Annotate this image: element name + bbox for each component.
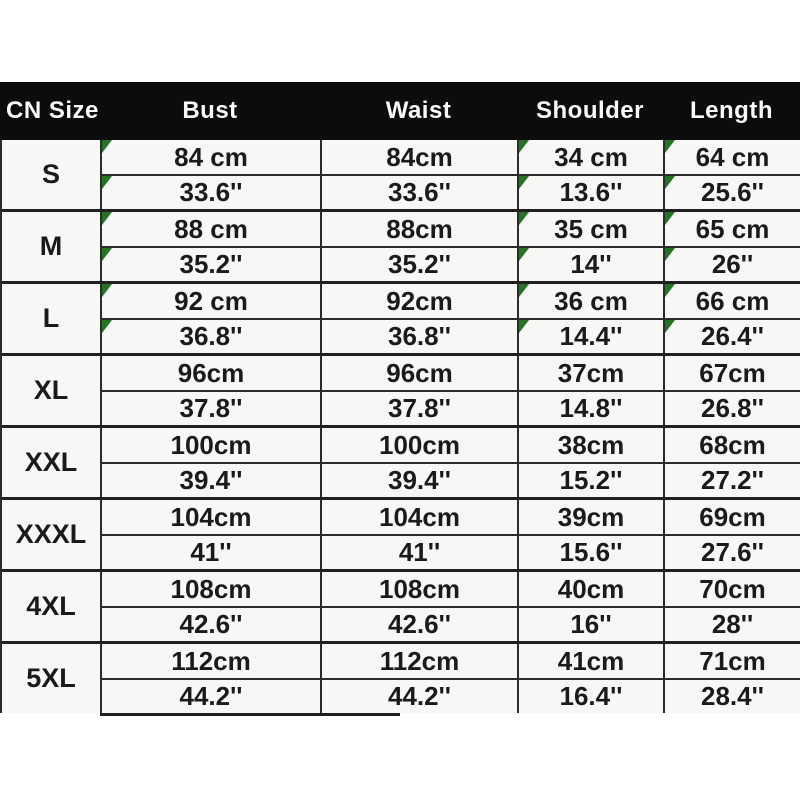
cell-value: 96cm	[177, 357, 245, 388]
cell-value: 41''	[190, 537, 232, 567]
waist-inch-cell	[320, 536, 517, 569]
cell-value: 41''	[398, 537, 441, 567]
cell-value: 14.8''	[559, 393, 623, 423]
cell-value: 26.4''	[701, 321, 764, 351]
length-inch-cell	[663, 536, 800, 569]
cell-value: 68cm	[699, 429, 766, 460]
comment-marker-icon	[519, 176, 529, 189]
cell-value: 14.4''	[559, 321, 623, 351]
cell-value: 36 cm	[554, 285, 628, 316]
comment-marker-icon	[665, 212, 675, 225]
waist-inch-cell	[320, 680, 517, 713]
comment-marker-icon	[102, 176, 112, 189]
bust-cm-cell	[100, 644, 320, 680]
cell-value: 100cm	[379, 429, 460, 460]
cell-value: 96cm	[386, 357, 453, 388]
bust-cm-cell	[100, 356, 320, 392]
cell-value: 37.8''	[388, 393, 451, 423]
cell-value: 104cm	[170, 501, 252, 532]
shoulder-cm-cell	[517, 284, 663, 320]
header-waist: Waist	[385, 97, 452, 124]
cell-value: 27.2''	[701, 465, 764, 495]
cell-value: 84cm	[386, 141, 453, 172]
size-label: L	[42, 303, 60, 333]
cell-value: 16''	[570, 609, 612, 639]
comment-marker-icon	[665, 284, 675, 297]
cell-value: 14''	[570, 249, 612, 279]
cell-value: 33.6''	[179, 177, 243, 207]
cell-value: 100cm	[170, 429, 252, 460]
cell-value: 16.4''	[559, 681, 623, 711]
size-row-l	[2, 284, 800, 356]
cell-value: 84 cm	[174, 141, 248, 172]
waist-cm-cell	[320, 284, 517, 320]
shoulder-cm-cell	[517, 356, 663, 392]
waist-inch-cell	[320, 464, 517, 497]
cell-value: 64 cm	[695, 141, 770, 172]
cell-value: 104cm	[379, 501, 460, 532]
length-inch-cell	[663, 608, 800, 641]
size-row-m	[2, 212, 800, 284]
header-cn-size: CN Size	[6, 97, 99, 124]
waist-cm-cell	[320, 428, 517, 464]
bust-cm-cell	[100, 500, 320, 536]
size-label: M	[39, 231, 63, 261]
comment-marker-icon	[519, 248, 529, 261]
cell-value: 15.2''	[559, 465, 623, 495]
cell-value: 108cm	[170, 573, 252, 604]
waist-cm-cell	[320, 572, 517, 608]
shoulder-cm-cell	[517, 572, 663, 608]
shoulder-cm-cell	[517, 428, 663, 464]
waist-inch-cell	[320, 608, 517, 641]
length-cm-cell	[663, 140, 800, 176]
waist-inch-cell	[320, 176, 517, 209]
cell-value: 26''	[711, 249, 754, 279]
comment-marker-icon	[519, 320, 529, 333]
bust-cm-cell	[100, 572, 320, 608]
waist-cm-cell	[320, 356, 517, 392]
waist-inch-cell	[320, 392, 517, 425]
cell-value: 44.2''	[179, 681, 243, 711]
cell-value: 37.8''	[179, 393, 243, 423]
bust-inch-cell	[100, 320, 320, 353]
bust-inch-cell	[100, 392, 320, 425]
cell-value: 34 cm	[554, 141, 628, 172]
bust-inch-cell	[100, 680, 320, 713]
size-row-4xl	[2, 572, 800, 644]
shoulder-inch-cell	[517, 392, 663, 425]
cell-value: 37cm	[557, 357, 625, 388]
shoulder-cm-cell	[517, 500, 663, 536]
cell-value: 70cm	[699, 573, 766, 604]
comment-marker-icon	[102, 248, 112, 261]
length-cm-cell	[663, 428, 800, 464]
length-inch-cell	[663, 680, 800, 713]
shoulder-inch-cell	[517, 536, 663, 569]
length-cm-cell	[663, 572, 800, 608]
cell-value: 39cm	[557, 501, 625, 532]
length-inch-cell	[663, 176, 800, 209]
length-inch-cell	[663, 320, 800, 353]
comment-marker-icon	[519, 284, 529, 297]
cell-value: 39.4''	[388, 465, 451, 495]
length-inch-cell	[663, 248, 800, 281]
waist-cm-cell	[320, 140, 517, 176]
size-row-xl	[2, 356, 800, 428]
shoulder-cm-cell	[517, 140, 663, 176]
size-label: XXL	[24, 447, 78, 477]
shoulder-inch-cell	[517, 176, 663, 209]
comment-marker-icon	[102, 212, 112, 225]
comment-marker-icon	[519, 212, 529, 225]
comment-marker-icon	[102, 140, 112, 153]
shoulder-inch-cell	[517, 320, 663, 353]
length-cm-cell	[663, 356, 800, 392]
cell-value: 65 cm	[695, 213, 770, 244]
waist-cm-cell	[320, 500, 517, 536]
header-length: Length	[690, 97, 773, 124]
size-label: S	[41, 159, 60, 189]
size-row-s	[2, 140, 800, 212]
cell-value: 35 cm	[554, 213, 628, 244]
cell-value: 25.6''	[701, 177, 764, 207]
length-inch-cell	[663, 464, 800, 497]
bust-cm-cell	[100, 428, 320, 464]
size-label: 5XL	[26, 663, 76, 693]
table-header-row	[0, 82, 800, 140]
cell-value: 44.2''	[388, 681, 451, 711]
cell-value: 108cm	[379, 573, 460, 604]
cell-value: 112cm	[171, 645, 251, 676]
bust-cm-cell	[100, 284, 320, 320]
length-cm-cell	[663, 212, 800, 248]
cell-value: 71cm	[699, 645, 766, 676]
header-bust: Bust	[182, 97, 238, 124]
cell-value: 15.6''	[559, 537, 623, 567]
shoulder-cm-cell	[517, 212, 663, 248]
cell-value: 13.6''	[559, 177, 623, 207]
cell-value: 66 cm	[695, 285, 770, 316]
size-label: XL	[33, 375, 69, 405]
waist-inch-cell	[320, 248, 517, 281]
cell-value: 38cm	[557, 429, 625, 460]
bust-inch-cell	[100, 248, 320, 281]
size-table-body	[0, 140, 800, 713]
cell-value: 42.6''	[388, 609, 451, 639]
cell-value: 36.8''	[179, 321, 243, 351]
comment-marker-icon	[665, 140, 675, 153]
cell-value: 27.6''	[701, 537, 764, 567]
cell-value: 28.4''	[701, 681, 764, 711]
bust-inch-cell	[100, 608, 320, 641]
shoulder-inch-cell	[517, 680, 663, 713]
waist-cm-cell	[320, 212, 517, 248]
comment-marker-icon	[102, 284, 112, 297]
cell-value: 33.6''	[388, 177, 451, 207]
comment-marker-icon	[665, 248, 675, 261]
header-shoulder: Shoulder	[535, 97, 644, 124]
cell-value: 36.8''	[388, 321, 451, 351]
waist-inch-cell	[320, 320, 517, 353]
cell-value: 28''	[711, 609, 754, 639]
length-inch-cell	[663, 392, 800, 425]
bust-cm-cell	[100, 212, 320, 248]
comment-marker-icon	[665, 176, 675, 189]
cell-value: 26.8''	[701, 393, 764, 423]
cell-value: 35.2''	[388, 249, 451, 279]
shoulder-inch-cell	[517, 248, 663, 281]
bust-inch-cell	[100, 536, 320, 569]
cell-value: 39.4''	[179, 465, 243, 495]
size-row-5xl	[2, 644, 800, 713]
size-row-xxl	[2, 428, 800, 500]
length-cm-cell	[663, 644, 800, 680]
cell-value: 40cm	[557, 573, 625, 604]
shoulder-inch-cell	[517, 464, 663, 497]
cell-value: 35.2''	[179, 249, 243, 279]
cell-value: 92cm	[386, 285, 453, 316]
shoulder-inch-cell	[517, 608, 663, 641]
shoulder-cm-cell	[517, 644, 663, 680]
cell-value: 88cm	[386, 213, 453, 244]
comment-marker-icon	[102, 320, 112, 333]
bust-inch-cell	[100, 176, 320, 209]
bust-cm-cell	[100, 140, 320, 176]
size-label: XXXL	[15, 519, 87, 549]
length-cm-cell	[663, 284, 800, 320]
cell-value: 88 cm	[174, 213, 248, 244]
cell-value: 42.6''	[179, 609, 243, 639]
cell-value: 92 cm	[174, 285, 248, 316]
comment-marker-icon	[519, 140, 529, 153]
bust-inch-cell	[100, 464, 320, 497]
size-row-xxxl	[2, 500, 800, 572]
cell-value: 69cm	[699, 501, 766, 532]
waist-cm-cell	[320, 644, 517, 680]
length-cm-cell	[663, 500, 800, 536]
comment-marker-icon	[665, 320, 675, 333]
cell-value: 67cm	[699, 357, 766, 388]
cell-value: 112cm	[379, 645, 460, 676]
table-bottom-border-segment	[100, 713, 400, 716]
cell-value: 41cm	[557, 645, 625, 676]
size-label: 4XL	[26, 591, 76, 621]
